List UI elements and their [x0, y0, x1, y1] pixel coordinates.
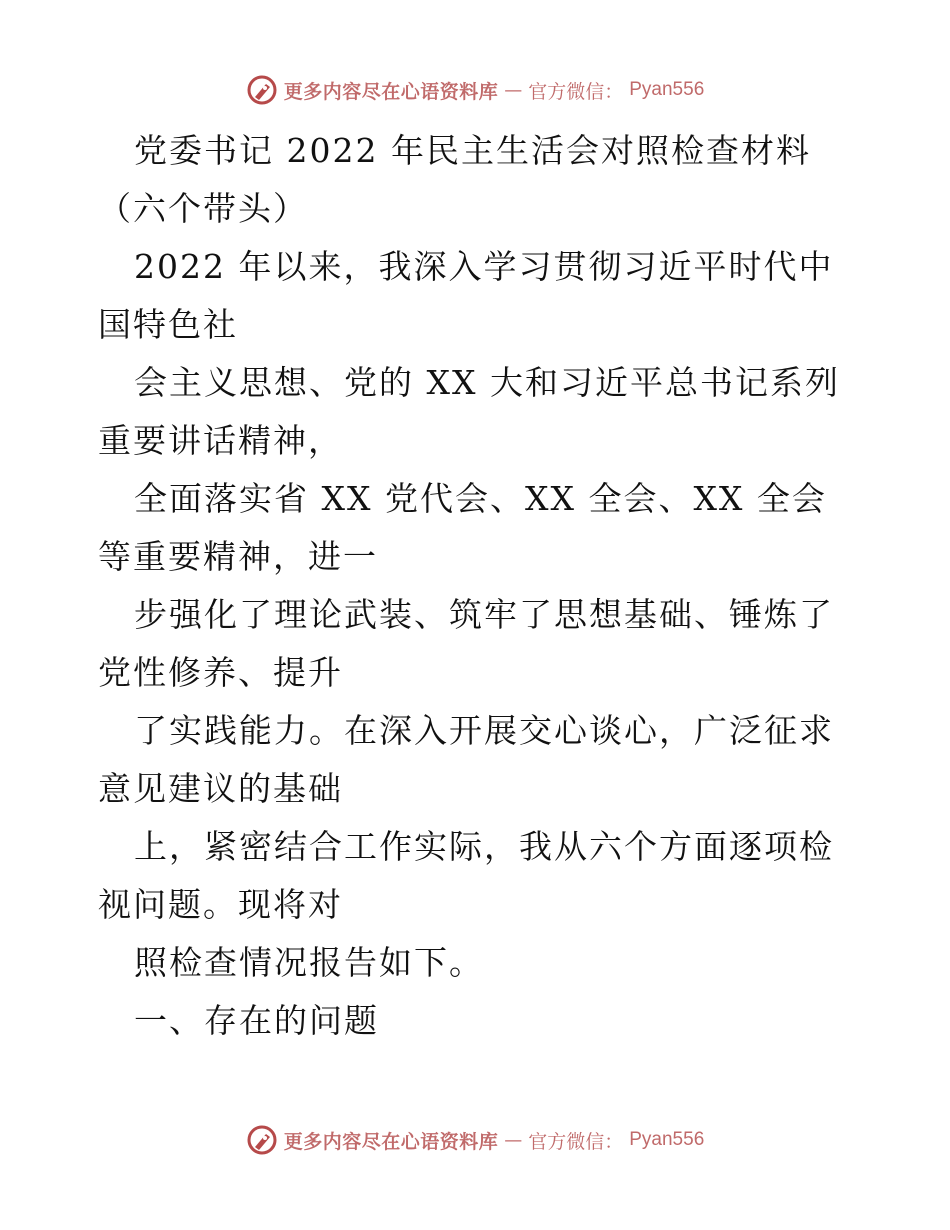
- pen-nib-logo-icon: [246, 74, 278, 106]
- watermark-site-text: 更多内容尽在心语资料库: [283, 1130, 499, 1153]
- watermark-dash: —: [504, 1129, 523, 1151]
- watermark-site-text: 更多内容尽在心语资料库: [283, 80, 499, 103]
- watermark-official-label: 官方微信：: [528, 1130, 624, 1153]
- watermark-wechat-id: Pyan556: [629, 1129, 705, 1150]
- paragraph-2: 会主义思想、党的 XX 大和习近平总书记系列重要讲话精神，: [98, 363, 840, 460]
- document-title: 党委书记 2022 年民主生活会对照检查材料（六个带头）: [98, 131, 811, 228]
- document-body: [98, 122, 858, 1050]
- paragraph-5: 了实践能力。在深入开展交心谈心，广泛征求意见建议的基础: [98, 711, 834, 808]
- pen-nib-logo-icon: [246, 1124, 278, 1156]
- watermark-wechat-id: Pyan556: [629, 79, 705, 100]
- header-watermark: [0, 70, 950, 110]
- paragraph-7: 照检查情况报告如下。: [134, 943, 484, 982]
- paragraph-1: 2022 年以来，我深入学习贯彻习近平时代中国特色社: [98, 247, 834, 344]
- section-heading: 一、存在的问题: [134, 1001, 379, 1040]
- paragraph-6: 上，紧密结合工作实际，我从六个方面逐项检视问题。现将对: [98, 827, 834, 924]
- paragraph-3: 全面落实省 XX 党代会、XX 全会、XX 全会等重要精神，进一: [98, 479, 827, 576]
- watermark-dash: —: [504, 79, 523, 101]
- footer-watermark: [0, 1120, 950, 1160]
- watermark-official-label: 官方微信：: [528, 80, 624, 103]
- paragraph-4: 步强化了理论武装、筑牢了思想基础、锤炼了党性修养、提升: [98, 595, 834, 692]
